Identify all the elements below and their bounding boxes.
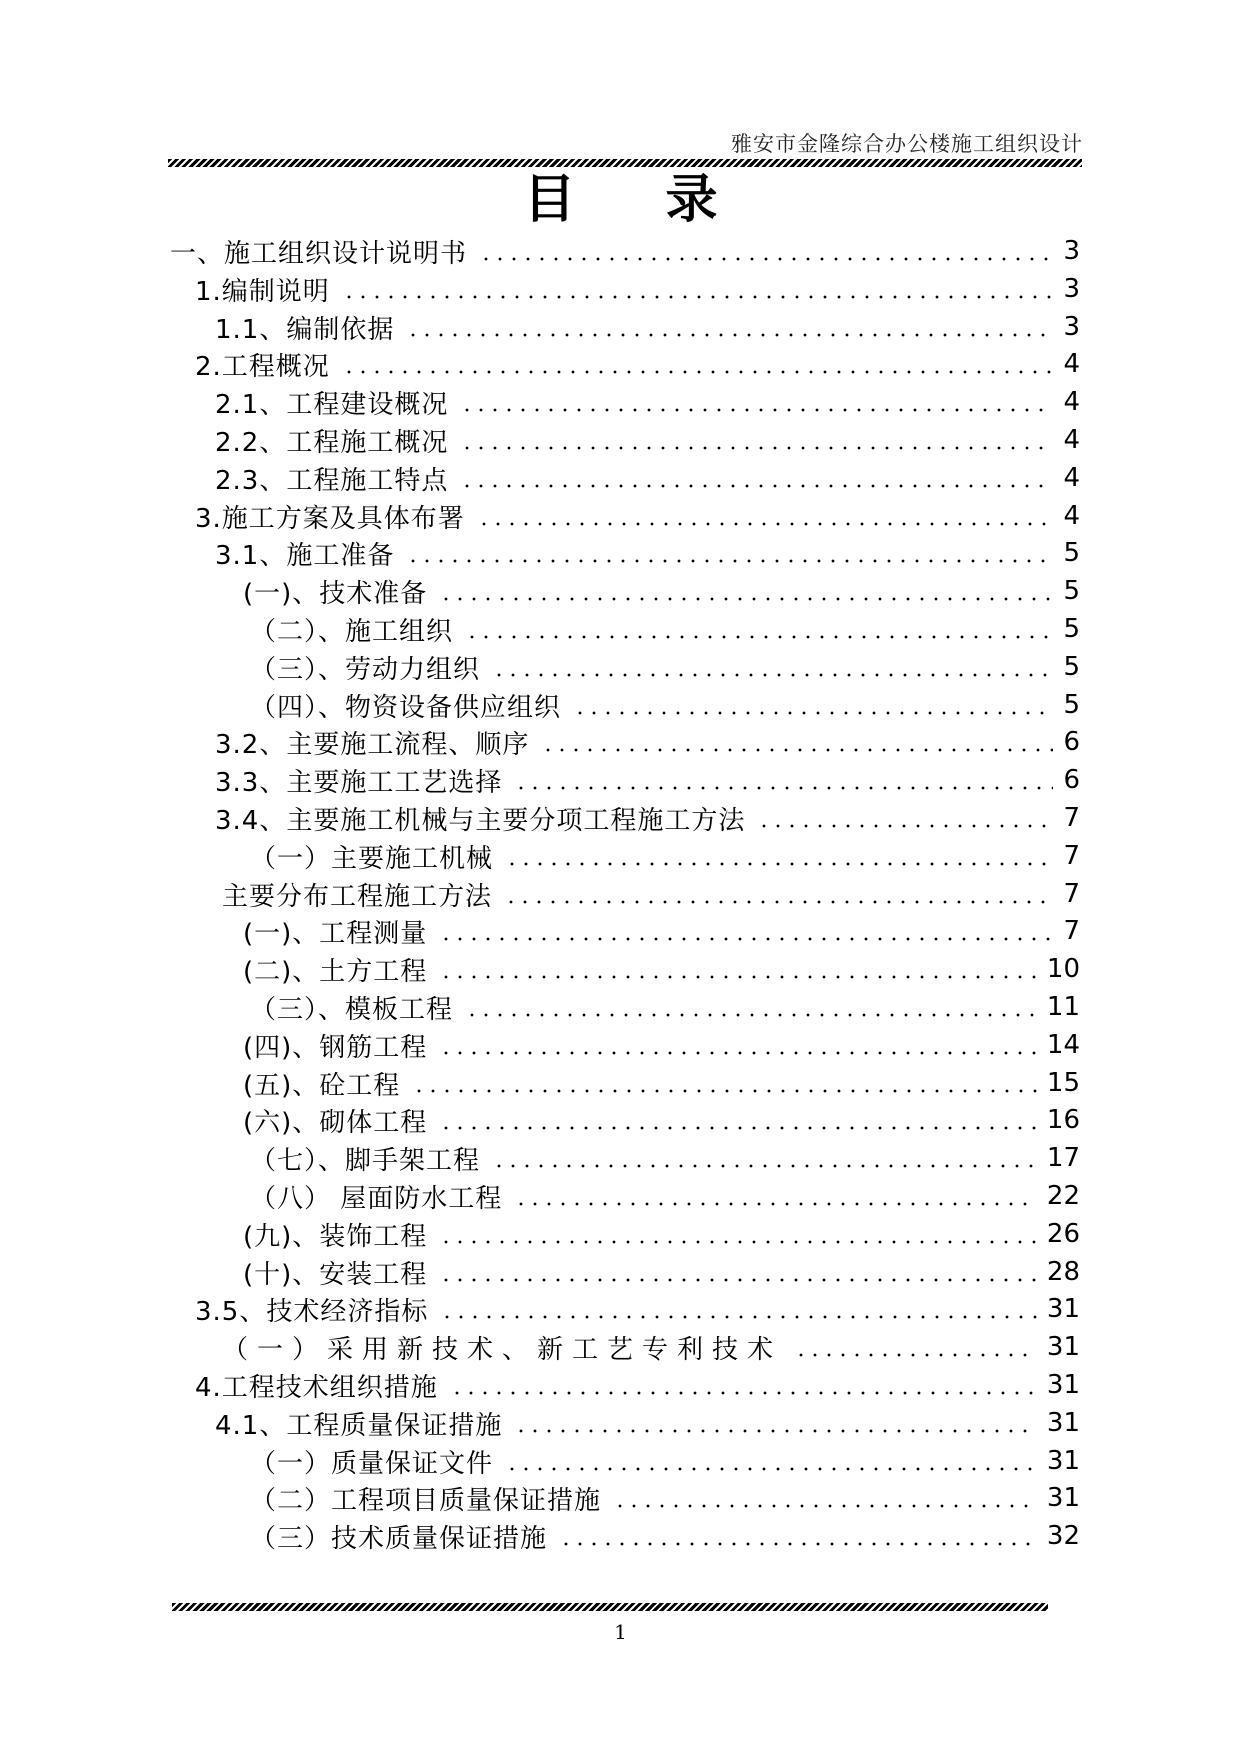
toc-entry-page-number: 17 [1046, 1143, 1080, 1173]
toc-entry[interactable] [195, 345, 1080, 383]
toc-entry-label: 2.1、工程建设概况 [215, 389, 449, 420]
toc-entry-label: (二)、土方工程 [243, 956, 428, 987]
toc-entry-page-number: 31 [1046, 1332, 1080, 1362]
toc-entry[interactable] [215, 1404, 1080, 1442]
toc-entry-label: （三）、劳动力组织 [250, 654, 481, 685]
toc-entry-page-number: 4 [1063, 501, 1080, 531]
toc-entry[interactable] [215, 421, 1080, 459]
toc-dot-leader [505, 1467, 1037, 1471]
toc-entry-label: 一、施工组织设计说明书 [170, 238, 468, 269]
toc-entry[interactable] [250, 988, 1080, 1026]
toc-entry-label: （三）技术质量保证措施 [250, 1523, 548, 1554]
toc-entry-label: （七）、脚手架工程 [250, 1145, 481, 1176]
toc-entry-label: 2.3、工程施工特点 [215, 465, 449, 496]
toc-entry-label: (五)、砼工程 [243, 1070, 401, 1101]
toc-entry-page-number: 5 [1063, 614, 1080, 644]
toc-dot-leader [573, 711, 1053, 715]
toc-entry-label: （一）质量保证文件 [250, 1448, 494, 1479]
toc-entry-page-number: 4 [1063, 349, 1080, 379]
toc-entry[interactable] [250, 686, 1080, 724]
toc-entry-label: (一)、工程测量 [243, 918, 428, 949]
toc-dot-leader [479, 257, 1053, 261]
toc-entry-page-number: 32 [1046, 1521, 1080, 1551]
toc-entry[interactable] [215, 723, 1080, 761]
toc-entry-label: 3.5、技术经济指标 [195, 1296, 429, 1327]
toc-dot-leader [492, 673, 1053, 677]
footer-divider [172, 1603, 1048, 1611]
toc-entry-label: （八） 屋面防水工程 [250, 1183, 503, 1214]
toc-entry-page-number: 31 [1046, 1408, 1080, 1438]
toc-entry-label: 2.工程概况 [195, 351, 330, 382]
toc-dot-leader [465, 1013, 1037, 1017]
toc-entry-page-number: 10 [1046, 954, 1080, 984]
toc-dot-leader [342, 370, 1054, 374]
toc-entry-page-number: 11 [1046, 992, 1080, 1022]
toc-dot-leader [460, 484, 1053, 488]
toc-entry[interactable] [215, 383, 1080, 421]
toc-entry-page-number: 4 [1063, 425, 1080, 455]
toc-entry-label: (九)、装饰工程 [243, 1221, 428, 1252]
toc-entry-page-number: 26 [1046, 1219, 1080, 1249]
toc-dot-leader [465, 635, 1053, 639]
toc-entry-page-number: 5 [1063, 576, 1080, 606]
toc-entry-page-number: 4 [1063, 387, 1080, 417]
toc-entry-label: 4.工程技术组织措施 [195, 1372, 438, 1403]
toc-entry-page-number: 4 [1063, 463, 1080, 493]
toc-dot-leader [505, 862, 1053, 866]
toc-dot-leader [440, 1315, 1037, 1319]
toc-entry-page-number: 15 [1046, 1068, 1080, 1098]
toc-dot-leader [460, 446, 1053, 450]
toc-entry[interactable] [195, 1290, 1080, 1328]
toc-entry-label: 3.3、主要施工工艺选择 [215, 767, 503, 798]
toc-entry-label: (十)、安装工程 [243, 1259, 428, 1290]
toc-entry-page-number: 31 [1046, 1370, 1080, 1400]
toc-entry-label: 3.1、施工准备 [215, 540, 395, 571]
toc-entry[interactable] [243, 1026, 1080, 1064]
toc-entry[interactable] [243, 912, 1080, 950]
toc-dot-leader [406, 559, 1053, 563]
toc-title: 目录 [523, 170, 808, 230]
toc-dot-leader [439, 1051, 1037, 1055]
toc-dot-leader [757, 824, 1053, 828]
toc-dot-leader [450, 1391, 1037, 1395]
toc-entry-label: 3.4、主要施工机械与主要分项工程施工方法 [215, 805, 746, 836]
toc-entry[interactable] [215, 534, 1080, 572]
toc-entry[interactable] [250, 610, 1080, 648]
toc-entry[interactable] [243, 950, 1080, 988]
toc-entry-label: （二）、施工组织 [250, 616, 454, 647]
toc-entry-page-number: 28 [1046, 1257, 1080, 1287]
toc-entry-page-number: 31 [1046, 1294, 1080, 1324]
toc-entry-label: （二）工程项目质量保证措施 [250, 1485, 602, 1516]
toc-dot-leader [477, 522, 1054, 526]
toc-entry-label: （三）、模板工程 [250, 994, 454, 1025]
toc-entry[interactable] [250, 648, 1080, 686]
toc-entry-page-number: 16 [1046, 1105, 1080, 1135]
toc-entry-label: 3.施工方案及具体布署 [195, 503, 465, 534]
toc-dot-leader [492, 1164, 1037, 1168]
toc-entry-label: (一)、技术准备 [243, 578, 428, 609]
toc-entry[interactable] [250, 1442, 1080, 1480]
page-number: 1 [614, 1620, 627, 1644]
toc-dot-leader [439, 1240, 1037, 1244]
toc-entry-label: 3.2、主要施工流程、顺序 [215, 729, 530, 760]
toc-entry-page-number: 5 [1063, 538, 1080, 568]
toc-dot-leader [342, 295, 1054, 299]
toc-entry[interactable] [195, 270, 1080, 308]
toc-entry-label: （一）主要施工机械 [250, 843, 494, 874]
document-header-title: 雅安市金隆综合办公楼施工组织设计 [731, 132, 1083, 156]
toc-entry[interactable] [170, 232, 1080, 270]
toc-entry[interactable] [250, 1177, 1080, 1215]
toc-entry-page-number: 7 [1063, 916, 1080, 946]
toc-entry-page-number: 6 [1063, 727, 1080, 757]
toc-entry-label: (六)、砌体工程 [243, 1107, 428, 1138]
toc-entry-page-number: 7 [1063, 841, 1080, 871]
toc-entry-page-number: 22 [1046, 1181, 1080, 1211]
toc-entry[interactable] [243, 1253, 1080, 1291]
toc-entry[interactable] [243, 1064, 1080, 1102]
toc-dot-leader [504, 900, 1053, 904]
toc-entry-label: (四)、钢筋工程 [243, 1032, 428, 1063]
toc-entry-label: （四）、物资设备供应组织 [250, 692, 562, 723]
toc-entry-page-number: 5 [1063, 690, 1080, 720]
toc-dot-leader [514, 1429, 1037, 1433]
toc-entry-label: 1.编制说明 [195, 276, 330, 307]
toc-dot-leader [514, 786, 1053, 790]
toc-entry[interactable] [215, 799, 1080, 837]
toc-entry-label: 2.2、工程施工概况 [215, 427, 449, 458]
toc-entry-page-number: 14 [1046, 1030, 1080, 1060]
toc-entry[interactable] [250, 837, 1080, 875]
toc-entry-page-number: 31 [1046, 1483, 1080, 1513]
toc-entry[interactable] [215, 308, 1080, 346]
toc-dot-leader [412, 1089, 1037, 1093]
toc-entry-label: 4.1、工程质量保证措施 [215, 1410, 503, 1441]
toc-dot-leader [559, 1542, 1037, 1546]
toc-entry[interactable] [250, 1139, 1080, 1177]
toc-dot-leader [460, 408, 1053, 412]
toc-entry-page-number: 3 [1063, 274, 1080, 304]
toc-entry-page-number: 3 [1063, 312, 1080, 342]
toc-entry-page-number: 7 [1063, 879, 1080, 909]
toc-dot-leader [541, 748, 1053, 752]
toc-entry[interactable] [195, 497, 1080, 535]
toc-entry[interactable] [250, 1479, 1080, 1517]
toc-entry[interactable] [243, 572, 1080, 610]
toc-entry-page-number: 6 [1063, 765, 1080, 795]
toc-entry-page-number: 31 [1046, 1446, 1080, 1476]
toc-entry-page-number: 5 [1063, 652, 1080, 682]
toc-dot-leader [439, 975, 1037, 979]
toc-entry[interactable] [195, 1366, 1080, 1404]
toc-dot-leader [406, 333, 1053, 337]
toc-entry-label: 1.1、编制依据 [215, 314, 395, 345]
toc-entry[interactable] [243, 1215, 1080, 1253]
toc-entry[interactable] [215, 459, 1080, 497]
toc-entry[interactable] [243, 1101, 1080, 1139]
toc-entry-label: （一）采用新技术、新工艺专利技术 [222, 1334, 783, 1365]
toc-entry-page-number: 7 [1063, 803, 1080, 833]
toc-dot-leader [514, 1202, 1037, 1206]
toc-dot-leader [439, 597, 1053, 601]
toc-entry-label: 主要分布工程施工方法 [222, 881, 493, 912]
toc-dot-leader [794, 1353, 1037, 1357]
toc-dot-leader [439, 937, 1053, 941]
toc-dot-leader [439, 1126, 1037, 1130]
toc-entry[interactable] [222, 1328, 1080, 1366]
toc-entry[interactable] [215, 761, 1080, 799]
toc-entry[interactable] [250, 1517, 1080, 1555]
toc-dot-leader [439, 1278, 1037, 1282]
toc-entry-page-number: 3 [1063, 236, 1080, 266]
toc-entry[interactable] [222, 875, 1080, 913]
toc-dot-leader [613, 1504, 1037, 1508]
